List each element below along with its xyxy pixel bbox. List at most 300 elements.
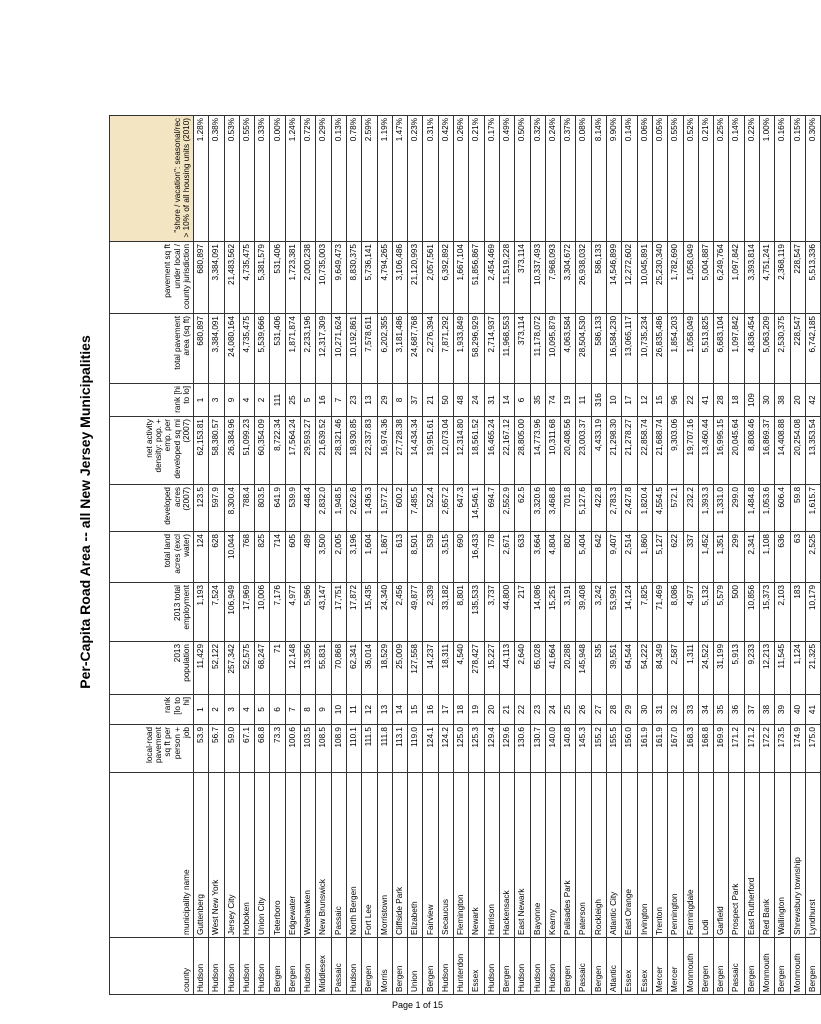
cell-pavement-per-person: 108.5 xyxy=(316,725,331,773)
table-row xyxy=(591,116,606,995)
cell-pavement-per-person: 129.4 xyxy=(484,725,499,773)
cell-employment: 7,176 xyxy=(270,583,285,642)
cell-local-county-pavement: 4,794,265 xyxy=(377,242,392,314)
cell-population: 70,868 xyxy=(331,642,346,695)
cell-shore-vacation: 0.21% xyxy=(469,116,484,242)
cell-municipality-name: New Brunswick xyxy=(316,773,331,938)
cell-pavement-per-person: 168.8 xyxy=(698,725,713,773)
cell-employment: 8,801 xyxy=(454,583,469,642)
cell-pavement-per-person: 125.3 xyxy=(469,725,484,773)
cell-activity-density: 20,254.08 xyxy=(790,417,805,485)
cell-local-county-pavement: 9,649,473 xyxy=(331,242,346,314)
cell-population: 127,558 xyxy=(408,642,423,695)
cell-rank-lo-hi: 32 xyxy=(668,695,683,725)
cell-rank-hi-lo: 316 xyxy=(591,384,606,417)
cell-land-acres: 337 xyxy=(683,532,698,583)
cell-pavement-per-person: 124.1 xyxy=(423,725,438,773)
cell-shore-vacation: 0.14% xyxy=(729,116,744,242)
cell-municipality-name: Shrewsbury township xyxy=(790,773,805,938)
page-title: Per-Capita Road Area -- all New Jersey Municipalities xyxy=(77,335,93,689)
cell-pavement-per-person: 168.3 xyxy=(683,725,698,773)
cell-employment: 8,086 xyxy=(668,583,683,642)
cell-rank-lo-hi: 20 xyxy=(484,695,499,725)
cell-county: Union xyxy=(408,938,423,995)
cell-developed-acres: 1,053.6 xyxy=(759,485,774,532)
cell-rank-hi-lo: 50 xyxy=(438,384,453,417)
cell-total-pavement: 5,513,825 xyxy=(698,314,713,384)
cell-population: 257,342 xyxy=(224,642,239,695)
table-row xyxy=(515,116,530,995)
cell-land-acres: 778 xyxy=(484,532,499,583)
cell-employment: 3,191 xyxy=(561,583,576,642)
cell-population: 41,664 xyxy=(545,642,560,695)
table-row xyxy=(545,116,560,995)
cell-county: Bergen xyxy=(561,938,576,995)
table-row xyxy=(775,116,790,995)
column-header-developed-acres: developed acres (2007) xyxy=(110,485,194,532)
cell-rank-hi-lo: 74 xyxy=(545,384,560,417)
cell-pavement-per-person: 174.9 xyxy=(790,725,805,773)
cell-local-county-pavement: 6,392,892 xyxy=(438,242,453,314)
cell-developed-acres: 2,552.9 xyxy=(499,485,514,532)
cell-activity-density: 16,465.24 xyxy=(484,417,499,485)
cell-activity-density: 8,808.46 xyxy=(744,417,759,485)
cell-rank-lo-hi: 3 xyxy=(224,695,239,725)
cell-local-county-pavement: 6,249,764 xyxy=(714,242,729,314)
cell-county: Bergen xyxy=(591,938,606,995)
cell-employment: 49,877 xyxy=(408,583,423,642)
cell-population: 20,288 xyxy=(561,642,576,695)
cell-rank-hi-lo: 5 xyxy=(301,384,316,417)
cell-total-pavement: 2,714,937 xyxy=(484,314,499,384)
cell-local-county-pavement: 2,057,561 xyxy=(423,242,438,314)
cell-local-county-pavement: 1,058,049 xyxy=(683,242,698,314)
cell-municipality-name: Lyndhurst xyxy=(805,773,820,938)
cell-land-acres: 3,664 xyxy=(530,532,545,583)
cell-rank-lo-hi: 16 xyxy=(423,695,438,725)
cell-rank-hi-lo: 3 xyxy=(209,384,224,417)
cell-total-pavement: 5,063,209 xyxy=(759,314,774,384)
cell-shore-vacation: 0.50% xyxy=(515,116,530,242)
cell-municipality-name: Morristown xyxy=(377,773,392,938)
table-row xyxy=(561,116,576,995)
cell-shore-vacation: 2.59% xyxy=(362,116,377,242)
table-row xyxy=(285,116,300,995)
cell-activity-density: 10,311.68 xyxy=(545,417,560,485)
cell-developed-acres: 2,832.0 xyxy=(316,485,331,532)
table-row xyxy=(652,116,667,995)
cell-rank-hi-lo: 15 xyxy=(652,384,667,417)
cell-employment: 5,966 xyxy=(301,583,316,642)
cell-total-pavement: 4,836,454 xyxy=(744,314,759,384)
cell-population: 1,311 xyxy=(683,642,698,695)
cell-shore-vacation: 0.55% xyxy=(239,116,254,242)
cell-municipality-name: East Orange xyxy=(622,773,637,938)
cell-pavement-per-person: 100.6 xyxy=(285,725,300,773)
cell-pavement-per-person: 111.5 xyxy=(362,725,377,773)
cell-land-acres: 10,044 xyxy=(224,532,239,583)
cell-activity-density: 21,639.52 xyxy=(316,417,331,485)
cell-local-county-pavement: 21,120,993 xyxy=(408,242,423,314)
municipality-table xyxy=(109,115,821,995)
cell-activity-density: 18,930.85 xyxy=(346,417,361,485)
cell-population: 62,341 xyxy=(346,642,361,695)
cell-developed-acres: 62.5 xyxy=(515,485,530,532)
cell-population: 9,233 xyxy=(744,642,759,695)
cell-pavement-per-person: 140.0 xyxy=(545,725,560,773)
table-row xyxy=(423,116,438,995)
cell-population: 278,427 xyxy=(469,642,484,695)
cell-activity-density: 17,564.24 xyxy=(285,417,300,485)
cell-shore-vacation: 0.31% xyxy=(423,116,438,242)
cell-activity-density: 22,858.74 xyxy=(637,417,652,485)
cell-total-pavement: 4,735,475 xyxy=(239,314,254,384)
cell-rank-hi-lo: 21 xyxy=(423,384,438,417)
table-row xyxy=(499,116,514,995)
cell-county: Bergen xyxy=(362,938,377,995)
cell-local-county-pavement: 2,368,119 xyxy=(775,242,790,314)
cell-local-county-pavement: 586,133 xyxy=(591,242,606,314)
cell-developed-acres: 232.2 xyxy=(683,485,698,532)
cell-population: 52,575 xyxy=(239,642,254,695)
cell-rank-hi-lo: 4 xyxy=(239,384,254,417)
cell-municipality-name: East Rutherford xyxy=(744,773,759,938)
table-row xyxy=(408,116,423,995)
cell-employment: 15,373 xyxy=(759,583,774,642)
cell-pavement-per-person: 156.0 xyxy=(622,725,637,773)
cell-pavement-per-person: 68.8 xyxy=(255,725,270,773)
cell-county: Hudson xyxy=(545,938,560,995)
cell-pavement-per-person: 53.9 xyxy=(194,725,209,773)
cell-county: Monmouth xyxy=(759,938,774,995)
cell-local-county-pavement: 3,106,486 xyxy=(392,242,407,314)
cell-municipality-name: West New York xyxy=(209,773,224,938)
cell-rank-hi-lo: 41 xyxy=(698,384,713,417)
cell-employment: 17,969 xyxy=(239,583,254,642)
cell-local-county-pavement: 7,968,093 xyxy=(545,242,560,314)
cell-employment: 7,825 xyxy=(637,583,652,642)
cell-population: 39,551 xyxy=(607,642,622,695)
cell-developed-acres: 59.8 xyxy=(790,485,805,532)
cell-shore-vacation: 9.90% xyxy=(607,116,622,242)
cell-developed-acres: 539.9 xyxy=(285,485,300,532)
cell-population: 54,222 xyxy=(637,642,652,695)
cell-local-county-pavement: 5,736,141 xyxy=(362,242,377,314)
cell-population: 31,199 xyxy=(714,642,729,695)
table-row xyxy=(438,116,453,995)
cell-developed-acres: 5,127.6 xyxy=(576,485,591,532)
cell-total-pavement: 1,871,874 xyxy=(285,314,300,384)
cell-local-county-pavement: 5,381,579 xyxy=(255,242,270,314)
cell-developed-acres: 2,783.3 xyxy=(607,485,622,532)
cell-shore-vacation: 0.33% xyxy=(255,116,270,242)
cell-local-county-pavement: 3,393,814 xyxy=(744,242,759,314)
cell-total-pavement: 2,233,196 xyxy=(301,314,316,384)
cell-rank-lo-hi: 26 xyxy=(576,695,591,725)
cell-rank-lo-hi: 27 xyxy=(591,695,606,725)
cell-developed-acres: 788.4 xyxy=(239,485,254,532)
cell-land-acres: 9,407 xyxy=(607,532,622,583)
cell-rank-hi-lo: 11 xyxy=(576,384,591,417)
cell-pavement-per-person: 155.5 xyxy=(607,725,622,773)
cell-total-pavement: 26,835,486 xyxy=(652,314,667,384)
column-header-population: 2013 population xyxy=(110,642,194,695)
cell-developed-acres: 2,622.6 xyxy=(346,485,361,532)
cell-activity-density: 21,298.30 xyxy=(607,417,622,485)
cell-county: Essex xyxy=(622,938,637,995)
cell-employment: 17,751 xyxy=(331,583,346,642)
cell-total-pavement: 228,547 xyxy=(790,314,805,384)
cell-shore-vacation: 0.13% xyxy=(331,116,346,242)
cell-county: Passaic xyxy=(729,938,744,995)
cell-activity-density: 20,408.56 xyxy=(561,417,576,485)
cell-population: 36,014 xyxy=(362,642,377,695)
cell-shore-vacation: 0.38% xyxy=(209,116,224,242)
cell-employment: 500 xyxy=(729,583,744,642)
cell-pavement-per-person: 172.2 xyxy=(759,725,774,773)
cell-municipality-name: Paterson xyxy=(576,773,591,938)
cell-rank-lo-hi: 5 xyxy=(255,695,270,725)
cell-municipality-name: East Newark xyxy=(515,773,530,938)
cell-rank-lo-hi: 9 xyxy=(316,695,331,725)
cell-pavement-per-person: 119.0 xyxy=(408,725,423,773)
cell-shore-vacation: 0.14% xyxy=(622,116,637,242)
cell-shore-vacation: 0.55% xyxy=(668,116,683,242)
cell-activity-density: 12,073.04 xyxy=(438,417,453,485)
column-header-shore-vacation: "shore / vacation": seasonal/rec > 10% of all housing units (2010) xyxy=(110,116,194,242)
cell-land-acres: 489 xyxy=(301,532,316,583)
cell-municipality-name: Kearny xyxy=(545,773,560,938)
cell-developed-acres: 123.5 xyxy=(194,485,209,532)
cell-activity-density: 4,433.19 xyxy=(591,417,606,485)
cell-pavement-per-person: 155.2 xyxy=(591,725,606,773)
table-row xyxy=(683,116,698,995)
cell-rank-lo-hi: 21 xyxy=(499,695,514,725)
cell-land-acres: 1,108 xyxy=(759,532,774,583)
cell-population: 24,522 xyxy=(698,642,713,695)
cell-total-pavement: 12,317,309 xyxy=(316,314,331,384)
column-header-land-acres: total land acres (excl water) xyxy=(110,532,194,583)
cell-county: Bergen xyxy=(423,938,438,995)
cell-total-pavement: 2,276,394 xyxy=(423,314,438,384)
cell-population: 25,009 xyxy=(392,642,407,695)
cell-municipality-name: Union City xyxy=(255,773,270,938)
cell-rank-hi-lo: 28 xyxy=(714,384,729,417)
cell-developed-acres: 1,615.7 xyxy=(805,485,820,532)
cell-county: Hunterdon xyxy=(454,938,469,995)
cell-pavement-per-person: 130.7 xyxy=(530,725,545,773)
cell-total-pavement: 3,181,486 xyxy=(392,314,407,384)
cell-pavement-per-person: 171.2 xyxy=(744,725,759,773)
cell-local-county-pavement: 228,547 xyxy=(790,242,805,314)
cell-rank-lo-hi: 25 xyxy=(561,695,576,725)
cell-rank-hi-lo: 31 xyxy=(484,384,499,417)
cell-land-acres: 690 xyxy=(454,532,469,583)
cell-shore-vacation: 0.25% xyxy=(714,116,729,242)
cell-pavement-per-person: 130.6 xyxy=(515,725,530,773)
cell-shore-vacation: 0.16% xyxy=(775,116,790,242)
cell-shore-vacation: 0.52% xyxy=(683,116,698,242)
cell-municipality-name: Edgewater xyxy=(285,773,300,938)
cell-developed-acres: 1,577.2 xyxy=(377,485,392,532)
cell-employment: 15,251 xyxy=(545,583,560,642)
table-row xyxy=(209,116,224,995)
cell-shore-vacation: 0.08% xyxy=(576,116,591,242)
cell-municipality-name: Lodi xyxy=(698,773,713,938)
cell-municipality-name: Wallington xyxy=(775,773,790,938)
cell-rank-lo-hi: 15 xyxy=(408,695,423,725)
cell-total-pavement: 6,683,104 xyxy=(714,314,729,384)
cell-employment: 5,132 xyxy=(698,583,713,642)
table-row xyxy=(331,116,346,995)
cell-municipality-name: Farmingdale xyxy=(683,773,698,938)
cell-shore-vacation: 0.29% xyxy=(316,116,331,242)
cell-land-acres: 2,005 xyxy=(331,532,346,583)
cell-developed-acres: 606.4 xyxy=(775,485,790,532)
cell-employment: 4,977 xyxy=(285,583,300,642)
cell-activity-density: 19,707.16 xyxy=(683,417,698,485)
cell-local-county-pavement: 4,751,241 xyxy=(759,242,774,314)
cell-employment: 24,340 xyxy=(377,583,392,642)
cell-developed-acres: 572.1 xyxy=(668,485,683,532)
cell-pavement-per-person: 124.2 xyxy=(438,725,453,773)
cell-county: Mercer xyxy=(668,938,683,995)
cell-land-acres: 605 xyxy=(285,532,300,583)
table-row xyxy=(607,116,622,995)
cell-municipality-name: Flemington xyxy=(454,773,469,938)
cell-activity-density: 12,314.80 xyxy=(454,417,469,485)
cell-rank-lo-hi: 13 xyxy=(377,695,392,725)
cell-local-county-pavement: 373,114 xyxy=(515,242,530,314)
cell-developed-acres: 2,427.8 xyxy=(622,485,637,532)
cell-rank-hi-lo: 23 xyxy=(346,384,361,417)
cell-shore-vacation: 1.47% xyxy=(392,116,407,242)
cell-shore-vacation: 1.24% xyxy=(285,116,300,242)
cell-shore-vacation: 1.00% xyxy=(759,116,774,242)
cell-land-acres: 5,127 xyxy=(652,532,667,583)
cell-municipality-name: Jersey City xyxy=(224,773,239,938)
cell-population: 2,587 xyxy=(668,642,683,695)
cell-county: Hudson xyxy=(224,938,239,995)
cell-pavement-per-person: 173.5 xyxy=(775,725,790,773)
cell-local-county-pavement: 14,546,899 xyxy=(607,242,622,314)
cell-land-acres: 633 xyxy=(515,532,530,583)
cell-developed-acres: 522.4 xyxy=(423,485,438,532)
cell-population: 12,213 xyxy=(759,642,774,695)
cell-employment: 15,435 xyxy=(362,583,377,642)
cell-municipality-name: Hackensack xyxy=(499,773,514,938)
cell-rank-hi-lo: 96 xyxy=(668,384,683,417)
cell-employment: 5,579 xyxy=(714,583,729,642)
cell-population: 14,237 xyxy=(423,642,438,695)
cell-activity-density: 21,688.74 xyxy=(652,417,667,485)
cell-total-pavement: 680,897 xyxy=(194,314,209,384)
cell-employment: 39,408 xyxy=(576,583,591,642)
cell-rank-hi-lo: 6 xyxy=(515,384,530,417)
table-row xyxy=(270,116,285,995)
cell-total-pavement: 1,058,049 xyxy=(683,314,698,384)
column-header-rank-hi-lo: rank [hi to lo] xyxy=(110,384,194,417)
cell-land-acres: 2,341 xyxy=(744,532,759,583)
cell-county: Essex xyxy=(637,938,652,995)
cell-shore-vacation: 0.37% xyxy=(561,116,576,242)
cell-land-acres: 642 xyxy=(591,532,606,583)
cell-land-acres: 2,671 xyxy=(499,532,514,583)
cell-rank-hi-lo: 38 xyxy=(775,384,790,417)
cell-rank-hi-lo: 109 xyxy=(744,384,759,417)
cell-county: Bergen xyxy=(499,938,514,995)
cell-rank-lo-hi: 34 xyxy=(698,695,713,725)
cell-activity-density: 16,869.37 xyxy=(759,417,774,485)
cell-pavement-per-person: 169.9 xyxy=(714,725,729,773)
cell-developed-acres: 7,485.5 xyxy=(408,485,423,532)
cell-total-pavement: 7,871,292 xyxy=(438,314,453,384)
table-row xyxy=(316,116,331,995)
cell-employment: 53,991 xyxy=(607,583,622,642)
table-row xyxy=(576,116,591,995)
cell-shore-vacation: 1.28% xyxy=(194,116,209,242)
cell-county: Hudson xyxy=(530,938,545,995)
cell-county: Essex xyxy=(469,938,484,995)
cell-local-county-pavement: 1,723,381 xyxy=(285,242,300,314)
cell-local-county-pavement: 12,272,602 xyxy=(622,242,637,314)
cell-developed-acres: 14,546.1 xyxy=(469,485,484,532)
cell-municipality-name: Cliffside Park xyxy=(392,773,407,938)
cell-municipality-name: Hoboken xyxy=(239,773,254,938)
cell-employment: 3,737 xyxy=(484,583,499,642)
table-row xyxy=(759,116,774,995)
cell-activity-density: 26,384.96 xyxy=(224,417,239,485)
cell-total-pavement: 7,578,611 xyxy=(362,314,377,384)
cell-developed-acres: 2,657.2 xyxy=(438,485,453,532)
cell-population: 535 xyxy=(591,642,606,695)
cell-pavement-per-person: 129.6 xyxy=(499,725,514,773)
cell-local-county-pavement: 3,384,091 xyxy=(209,242,224,314)
cell-employment: 7,524 xyxy=(209,583,224,642)
cell-land-acres: 5,404 xyxy=(576,532,591,583)
cell-municipality-name: Harrison xyxy=(484,773,499,938)
table-body xyxy=(194,116,821,995)
cell-activity-density: 16,995.15 xyxy=(714,417,729,485)
cell-pavement-per-person: 67.1 xyxy=(239,725,254,773)
cell-county: Hudson xyxy=(438,938,453,995)
cell-rank-lo-hi: 8 xyxy=(301,695,316,725)
cell-employment: 183 xyxy=(790,583,805,642)
cell-municipality-name: Palisades Park xyxy=(561,773,576,938)
cell-county: Passaic xyxy=(331,938,346,995)
cell-employment: 4,977 xyxy=(683,583,698,642)
cell-developed-acres: 4,554.5 xyxy=(652,485,667,532)
cell-population: 18,529 xyxy=(377,642,392,695)
cell-pavement-per-person: 125.0 xyxy=(454,725,469,773)
cell-rank-lo-hi: 41 xyxy=(805,695,820,725)
cell-county: Monmouth xyxy=(790,938,805,995)
cell-total-pavement: 10,192,861 xyxy=(346,314,361,384)
table-row xyxy=(194,116,209,995)
cell-population: 1,124 xyxy=(790,642,805,695)
cell-municipality-name: Prospect Park xyxy=(729,773,744,938)
cell-employment: 17,872 xyxy=(346,583,361,642)
table-row xyxy=(454,116,469,995)
cell-activity-density: 14,408.88 xyxy=(775,417,790,485)
cell-shore-vacation: 0.23% xyxy=(408,116,423,242)
cell-county: Bergen xyxy=(285,938,300,995)
cell-population: 65,028 xyxy=(530,642,545,695)
cell-shore-vacation: 0.72% xyxy=(301,116,316,242)
cell-total-pavement: 3,384,091 xyxy=(209,314,224,384)
cell-developed-acres: 647.3 xyxy=(454,485,469,532)
cell-total-pavement: 16,584,230 xyxy=(607,314,622,384)
